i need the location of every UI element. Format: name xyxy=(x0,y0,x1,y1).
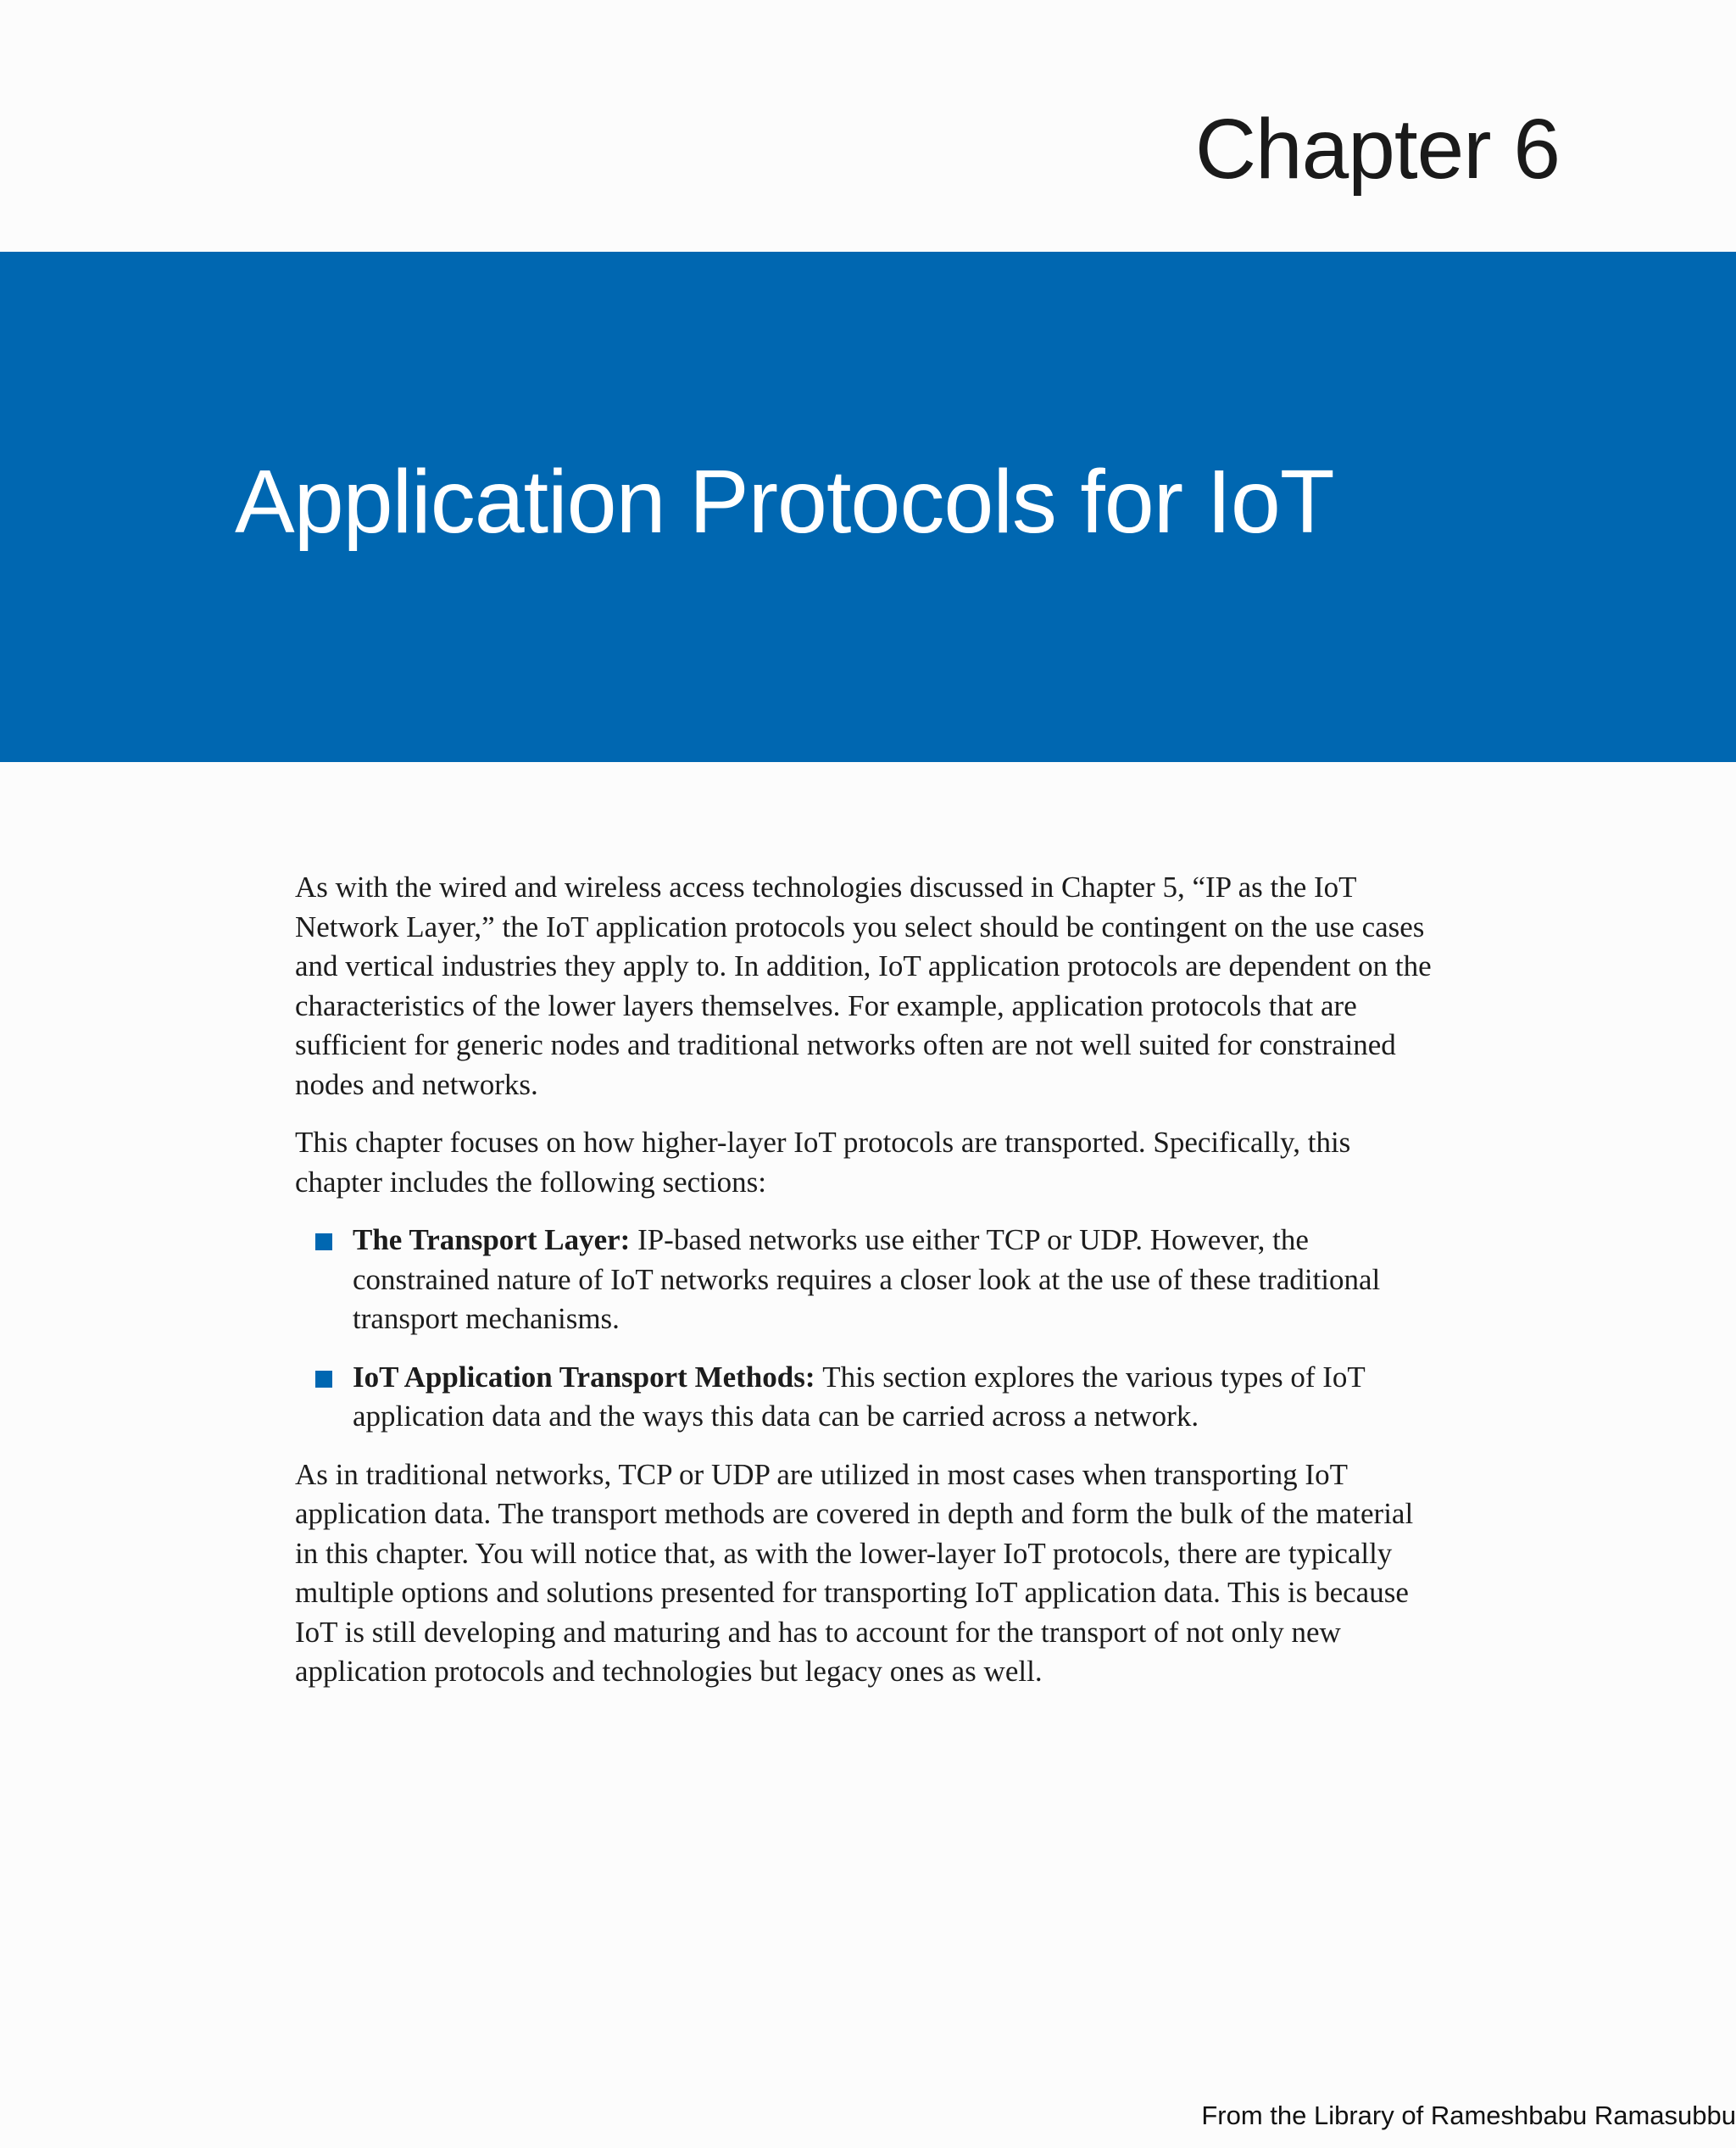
library-credit-footer: From the Library of Rameshbabu Ramasubbu xyxy=(1201,2101,1736,2130)
chapter-body xyxy=(295,868,1444,1711)
section-term: The Transport Layer: xyxy=(353,1223,638,1256)
chapter-title-band xyxy=(0,252,1736,762)
intro-paragraph-2: This chapter focuses on how higher-layer IoT protocols are transported. Specifically, this chapter includes the following sections: xyxy=(295,1126,1351,1199)
section-list-item xyxy=(295,1358,1444,1437)
closing-paragraph: As in traditional networks, TCP or UDP are utilized in most cases when transporting IoT application data. The transport methods are covered in depth and form the bulk of the material in this chapter. You will notice that, as with the lower-layer IoT protocols, there are typically multiple options and solutions presented for transporting IoT application data. This is because IoT is still developing and maturing and has to account for the transport of not only new application protocols and technologies but legacy ones as well. xyxy=(295,1457,1414,1688)
section-description: This section explores the various types of IoT application data and the ways this data can be carried across a network. xyxy=(353,1360,1366,1433)
chapter-number-label: Chapter 6 xyxy=(1194,102,1560,197)
square-bullet-icon xyxy=(315,1371,332,1388)
section-list xyxy=(295,1221,1444,1437)
section-term: IoT Application Transport Methods: xyxy=(353,1360,823,1394)
chapter-title: Application Protocols for IoT xyxy=(235,452,1334,552)
section-list-item xyxy=(295,1221,1444,1339)
intro-paragraph-1: As with the wired and wireless access technologies discussed in Chapter 5, “IP as the IoT Network Layer,” the IoT application protocols you select should be contingent on the use cases and vertical industries they apply to. In addition, IoT application protocols are dependent on the characteristics of the lower layers themselves. For example, application protocols that are sufficient for generic nodes and traditional networks often are not well suited for constrained nodes and networks. xyxy=(295,871,1432,1101)
square-bullet-icon xyxy=(315,1233,332,1250)
section-description: IP-based networks use either TCP or UDP. However, the constrained nature of IoT networks requires a closer look at the use of these traditional transport mechanisms. xyxy=(353,1223,1381,1335)
